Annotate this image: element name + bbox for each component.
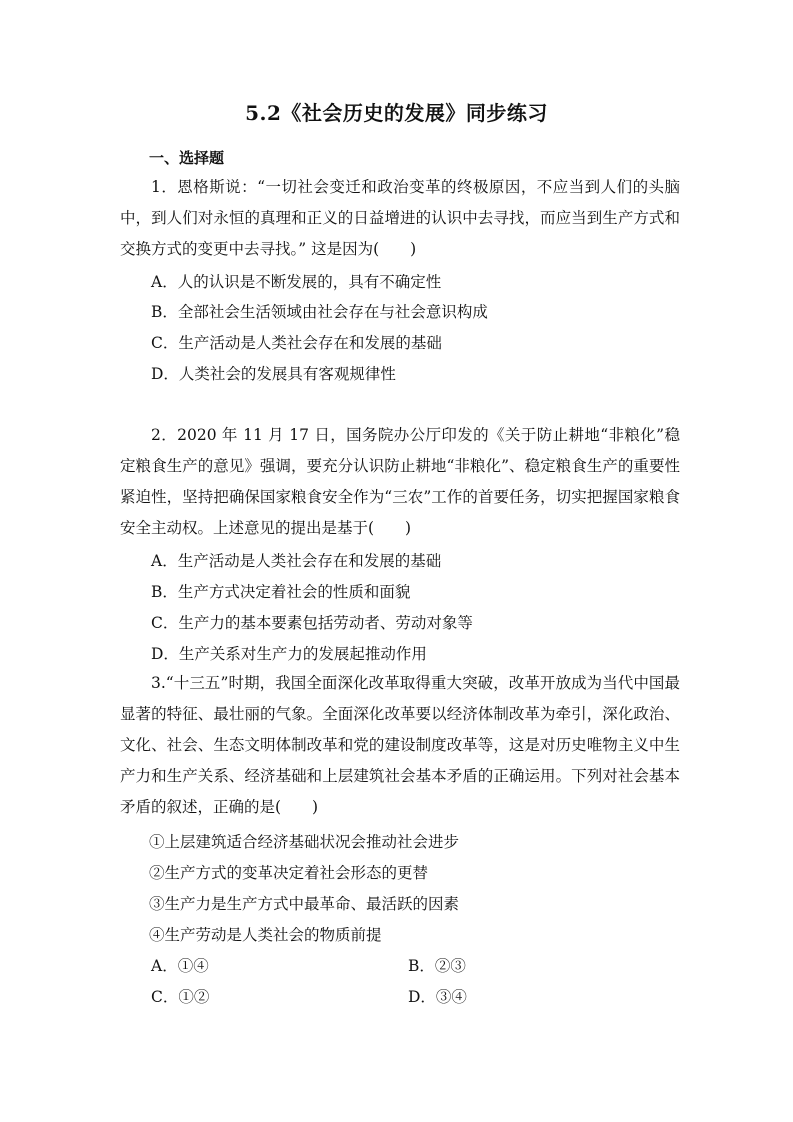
question-2-stem: 2．2020 年 11 月 17 日，国务院办公厅印发的《关于防止耕地“非粮化”稳定粮食生产的意见》强调，要充分认识防止耕地“非粮化”、稳定粮食生产的重要性紧迫性，坚持把确保国家粮食安全作为“三农”工作的首要任务，切实把握国家粮食安全主动权。上述意见的提出是基于( ) [120, 426, 680, 537]
question-1-stem: 1．恩格斯说：“一切社会变迁和政治变革的终极原因，不应当到人们的头脑中，到人们对永恒的真理和正义的日益增进的认识中去寻找，而应当到生产方式和交换方式的变更中去寻找。” 这是因为( ) [120, 178, 680, 258]
question-3-option-a[interactable]: A．①④ [151, 957, 209, 975]
page-title: 5.2《社会历史的发展》同步练习 [245, 101, 548, 125]
question-2-option-c[interactable]: C．生产力的基本要素包括劳动者、劳动对象等 [151, 614, 473, 632]
question-1-option-d[interactable]: D．人类社会的发展具有客观规律性 [151, 365, 396, 383]
question-1-option-c[interactable]: C．生产活动是人类社会存在和发展的基础 [151, 334, 442, 352]
question-3-option-c[interactable]: C．①② [151, 988, 210, 1006]
question-3-option-d[interactable]: D．③④ [408, 988, 467, 1006]
question-2-option-d[interactable]: D．生产关系对生产力的发展起推动作用 [151, 645, 427, 663]
question-3-option-b[interactable]: B．②③ [408, 957, 466, 975]
question-3-statement-2: ②生产方式的变革决定着社会形态的更替 [149, 864, 429, 882]
question-3-statement-1: ①上层建筑适合经济基础状况会推动社会进步 [149, 833, 460, 851]
section-heading: 一、选择题 [149, 149, 225, 167]
question-3-statement-4: ④生产劳动是人类社会的物质前提 [149, 926, 382, 944]
question-3-stem: 3.“十三五”时期，我国全面深化改革取得重大突破，改革开放成为当代中国最显著的特征、最壮丽的气象。全面深化改革要以经济体制改革为牵引，深化政治、文化、社会、生态文明体制改革和党的建设制度改革等，这是对历史唯物主义中生产力和生产关系、经济基础和上层建筑社会基本矛盾的正确运用。下列对社会基本矛盾的叙述，正确的是( ) [120, 674, 680, 816]
question-1-option-b[interactable]: B．全部社会生活领域由社会存在与社会意识构成 [151, 303, 488, 321]
question-2-option-b[interactable]: B．生产方式决定着社会的性质和面貌 [151, 583, 411, 601]
question-1-option-a[interactable]: A．人的认识是不断发展的，具有不确定性 [151, 273, 442, 291]
question-3-statement-3: ③生产力是生产方式中最革命、最活跃的因素 [149, 895, 460, 913]
question-2-option-a[interactable]: A．生产活动是人类社会存在和发展的基础 [151, 552, 442, 570]
